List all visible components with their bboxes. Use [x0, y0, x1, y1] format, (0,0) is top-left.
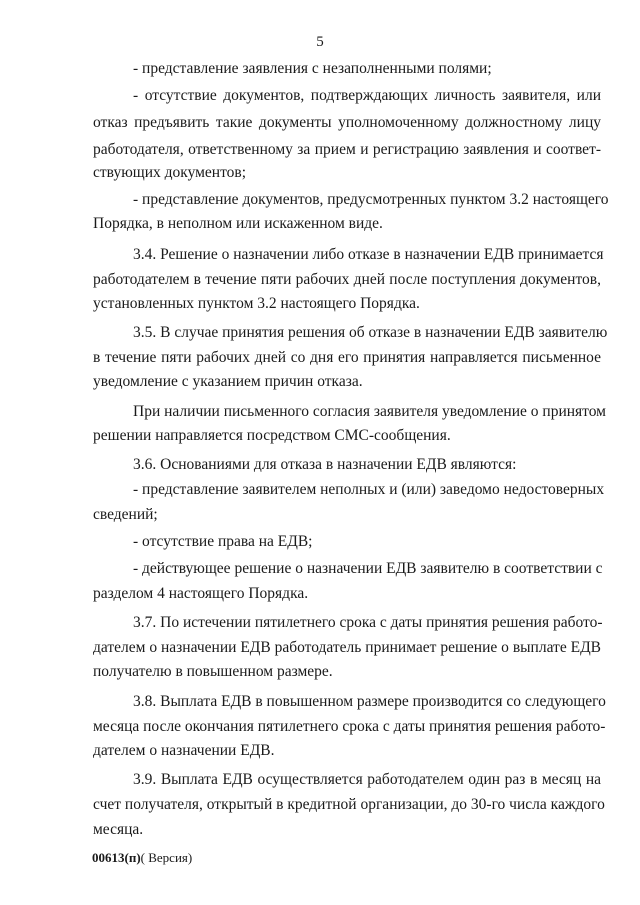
- text-line: отказ предъявить такие документы уполномоченному должностному лицу: [93, 114, 601, 131]
- text-line: счет получателя, открытый в кредитной организации, до 30-го числа каждого: [93, 796, 605, 813]
- text-line: уведомление с указанием причин отказа.: [93, 373, 363, 390]
- version-label: ( Версия): [140, 850, 193, 865]
- document-code: 00613(п): [92, 850, 141, 865]
- page-number: 5: [316, 34, 324, 50]
- text-line: разделом 4 настоящего Порядка.: [93, 585, 309, 602]
- text-line: получателю в повышенном размере.: [93, 663, 333, 680]
- text-line: ствующих документов;: [93, 164, 247, 181]
- text-line: сведений;: [93, 506, 158, 523]
- text-line: - отсутствие документов, подтверждающих личность заявителя, или: [133, 87, 601, 104]
- text-line: дателем о назначении ЕДВ.: [93, 742, 275, 759]
- document-footer: [92, 850, 192, 866]
- text-line: Порядка, в неполном или искаженном виде.: [93, 215, 383, 232]
- text-line: - отсутствие права на ЕДВ;: [133, 533, 313, 550]
- text-line: работодателем в течение пяти рабочих дней после поступления документов,: [93, 271, 601, 288]
- text-line: работодателя, ответственному за прием и регистрацию заявления и соответ-: [93, 141, 601, 158]
- text-line: 3.4. Решение о назначении либо отказе в назначении ЕДВ принимается: [133, 246, 604, 263]
- text-line: в течение пяти рабочих дней со дня его принятия направляется письменное: [93, 349, 601, 366]
- text-line: дателем о назначении ЕДВ работодатель принимает решение о выплате ЕДВ: [93, 639, 601, 656]
- text-line: 3.5. В случае принятия решения об отказе в назначении ЕДВ заявителю: [133, 324, 608, 341]
- text-line: 3.7. По истечении пятилетнего срока с даты принятия решения работо-: [133, 614, 603, 631]
- text-line: - действующее решение о назначении ЕДВ заявителю в соответствии с: [133, 560, 603, 577]
- text-line: - представление заявителем неполных и (или) заведомо недостоверных: [133, 481, 605, 498]
- text-line: 3.6. Основаниями для отказа в назначении ЕДВ являются:: [133, 456, 517, 473]
- text-line: установленных пунктом 3.2 настоящего Порядка.: [93, 295, 420, 312]
- text-line: При наличии письменного согласия заявителя уведомление о принятом: [133, 403, 606, 420]
- text-line: 3.9. Выплата ЕДВ осуществляется работодателем один раз в месяц на: [133, 771, 601, 788]
- text-line: 3.8. Выплата ЕДВ в повышенном размере производится со следующего: [133, 693, 606, 710]
- text-line: месяца после окончания пятилетнего срока с даты принятия решения работо-: [93, 718, 606, 735]
- text-line: месяца.: [93, 821, 144, 838]
- text-line: - представление документов, предусмотренных пунктом 3.2 настоящего: [133, 191, 609, 208]
- text-line: решении направляется посредством СМС-сообщения.: [93, 427, 451, 444]
- text-line: - представление заявления с незаполненными полями;: [133, 60, 492, 77]
